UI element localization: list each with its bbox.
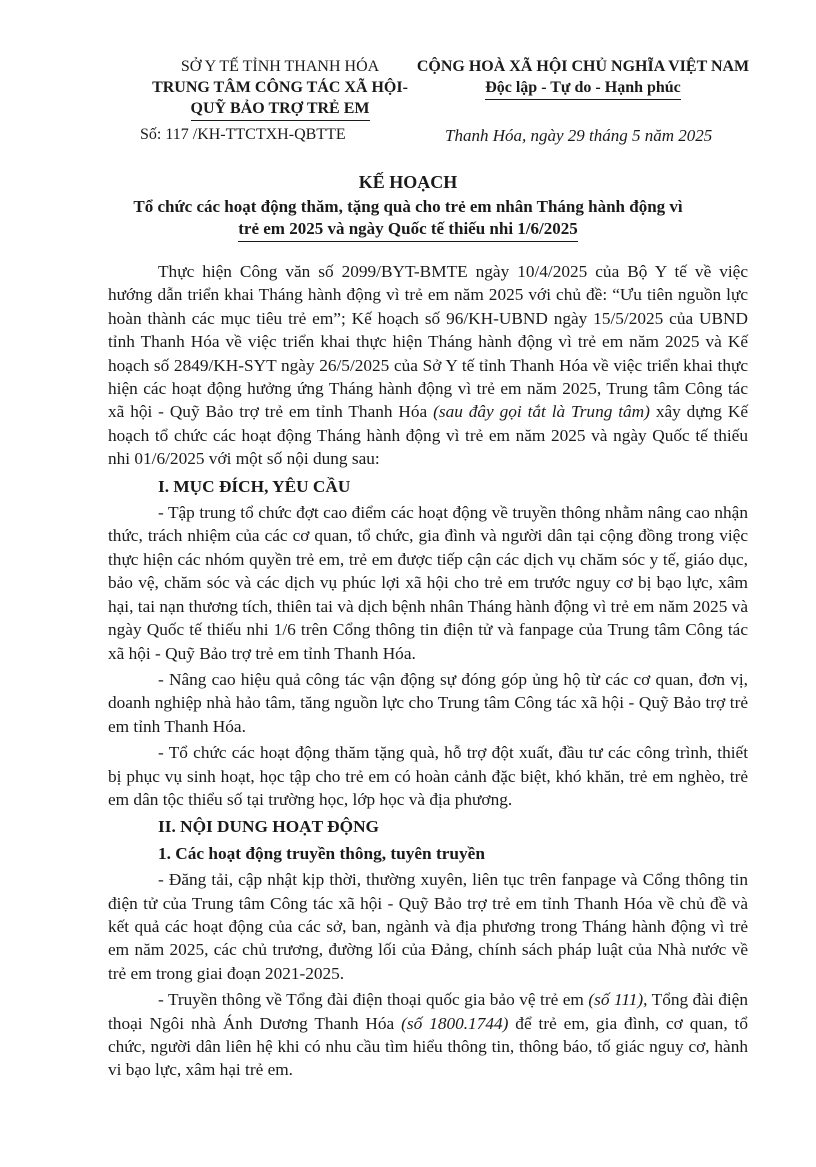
- intro-text-italic: (sau đây gọi tắt là Trung tâm): [433, 402, 650, 422]
- section1-paragraph-2: - Nâng cao hiệu quả công tác vận động sự đóng góp ủng hộ từ các cơ quan, đơn vị, doanh nghiệp nhà hảo tâm, tăng nguồn lực cho Trung tâm Công tác xã hội - Quỹ Bảo trợ trẻ em tỉnh Thanh Hóa.: [108, 669, 748, 736]
- section2-paragraph-1: - Đăng tải, cập nhật kịp thời, thường xuyên, liên tục trên fanpage và Cổng thông tin điện tử của Trung tâm Công tác xã hội - Quỹ Bảo trợ trẻ em tỉnh Thanh Hóa về chủ đề và kết quả các hoạt động của các sở, ban, ngành và địa phương trong Tháng hành động vì trẻ em năm 2025, các chủ trương, đường lối của Đảng, chính sách pháp luật của Nhà nước về trẻ em trong giai đoạn 2021-2025.: [108, 870, 748, 983]
- hotline-1800: (số 1800.1744): [401, 1013, 509, 1033]
- motto: Độc lập - Tự do - Hạnh phúc: [485, 77, 681, 100]
- country-name: CỘNG HOÀ XÃ HỘI CHỦ NGHĨA VIỆT NAM: [416, 58, 750, 75]
- hotline-111: (số 111): [588, 990, 644, 1010]
- subtitle-line1: Tổ chức các hoạt động thăm, tặng quà cho trẻ em nhân Tháng hành động vì: [133, 197, 683, 216]
- section2-subheading-1: 1. Các hoạt động truyền thông, tuyên truyền: [158, 843, 485, 863]
- national-heading-block: [408, 56, 758, 100]
- motto-line: [408, 77, 758, 100]
- subtitle-line2: [80, 218, 736, 242]
- issuing-agency-block: [100, 56, 460, 121]
- document-title: KẾ HOẠCH: [358, 172, 458, 192]
- intro-text-b: xây dựng Kế hoạch tổ chức các hoạt động Tháng hành động vì trẻ em năm 2025 và ngày Quốc tế thiếu nhi 01/6/2025 với một số nội dung sau:: [108, 402, 748, 469]
- section1-heading: I. MỤC ĐÍCH, YÊU CẦU: [158, 476, 351, 496]
- section2-p2-text-c: để trẻ em, gia đình, cơ quan, tổ chức, người dân liên hệ khi có nhu cầu tìm hiểu thông tin, thông báo, tố giác nguy cơ, hành vi bạo lực, xâm hại trẻ em.: [108, 1013, 748, 1080]
- document-date: Thanh Hóa, ngày 29 tháng 5 năm 2025: [445, 126, 713, 145]
- document-body: [108, 260, 748, 1085]
- intro-text-a: Thực hiện Công văn số 2099/BYT-BMTE ngày 10/4/2025 của Bộ Y tế về việc hướng dẫn triển khai Tháng hành động vì trẻ em năm 2025 với chủ đề: “Ưu tiên nguồn lực hoàn thành các mục tiêu trẻ em”; Kế hoạch số 96/KH-UBND ngày 15/5/2025 của UBND tỉnh Thanh Hóa về việc triển khai thực hiện Tháng hành động vì trẻ em năm 2025 và Kế hoạch số 2849/KH-SYT ngày 26/5/2025 của Sở Y tế tỉnh Thanh Hóa về việc triển khai thực hiện các hoạt động hưởng ứng Tháng hành động vì trẻ em năm 2025, Trung tâm Công tác xã hội - Quỹ Bảo trợ trẻ em tỉnh Thanh Hóa: [108, 262, 748, 422]
- agency-name-line2-text: QUỸ BẢO TRỢ TRẺ EM: [191, 98, 370, 121]
- subtitle-line2-text: trẻ em 2025 và ngày Quốc tế thiếu nhi 1/6/2025: [238, 218, 578, 242]
- agency-parent: SỞ Y TẾ TỈNH THANH HÓA: [180, 58, 380, 75]
- section1-paragraph-1: - Tập trung tổ chức đợt cao điểm các hoạt động về truyền thông nhằm nâng cao nhận thức, trách nhiệm của các cơ quan, tổ chức, gia đình và người dân tại cộng đồng trong việc thực hiện các nhóm quyền trẻ em, trẻ em được tiếp cận các dịch vụ chăm sóc y tế, giáo dục, bảo vệ, chăm sóc và các dịch vụ phúc lợi xã hội cho trẻ em trước nguy cơ bị bạo lực, xâm hại, tai nạn thương tích, thiên tai và dịch bệnh nhân Tháng hành động vì trẻ em năm 2025 và ngày Quốc tế thiếu nhi 1/6 trên Cổng thông tin điện tử và fanpage của Trung tâm Công tác xã hội - Quỹ Bảo trợ trẻ em tỉnh Thanh Hóa.: [108, 503, 748, 663]
- section1-paragraph-3: - Tổ chức các hoạt động thăm tặng quà, hỗ trợ đột xuất, đầu tư các công trình, thiết bị phục vụ sinh hoạt, học tập cho trẻ em có hoàn cảnh đặc biệt, khó khăn, trẻ em nghèo, trẻ em dân tộc thiểu số tại trường học, lớp học và địa phương.: [108, 743, 748, 809]
- section2-p2-text-b: , Tổng đài điện thoại Ngôi nhà Ánh Dương Thanh Hóa: [108, 990, 748, 1033]
- document-subtitle: [80, 196, 736, 242]
- agency-name-line1: TRUNG TÂM CÔNG TÁC XÃ HỘI-: [152, 79, 408, 96]
- section2-paragraph-2: [108, 988, 748, 1082]
- intro-paragraph: [108, 260, 748, 471]
- section2-heading: II. NỘI DUNG HOẠT ĐỘNG: [158, 817, 380, 837]
- document-number: Số: 117 /KH-TTCTXH-QBTTE: [140, 126, 346, 143]
- section2-p2-text-a: - Truyền thông về Tổng đài điện thoại quốc gia bảo vệ trẻ em: [158, 990, 589, 1010]
- agency-name-line2: [100, 98, 460, 121]
